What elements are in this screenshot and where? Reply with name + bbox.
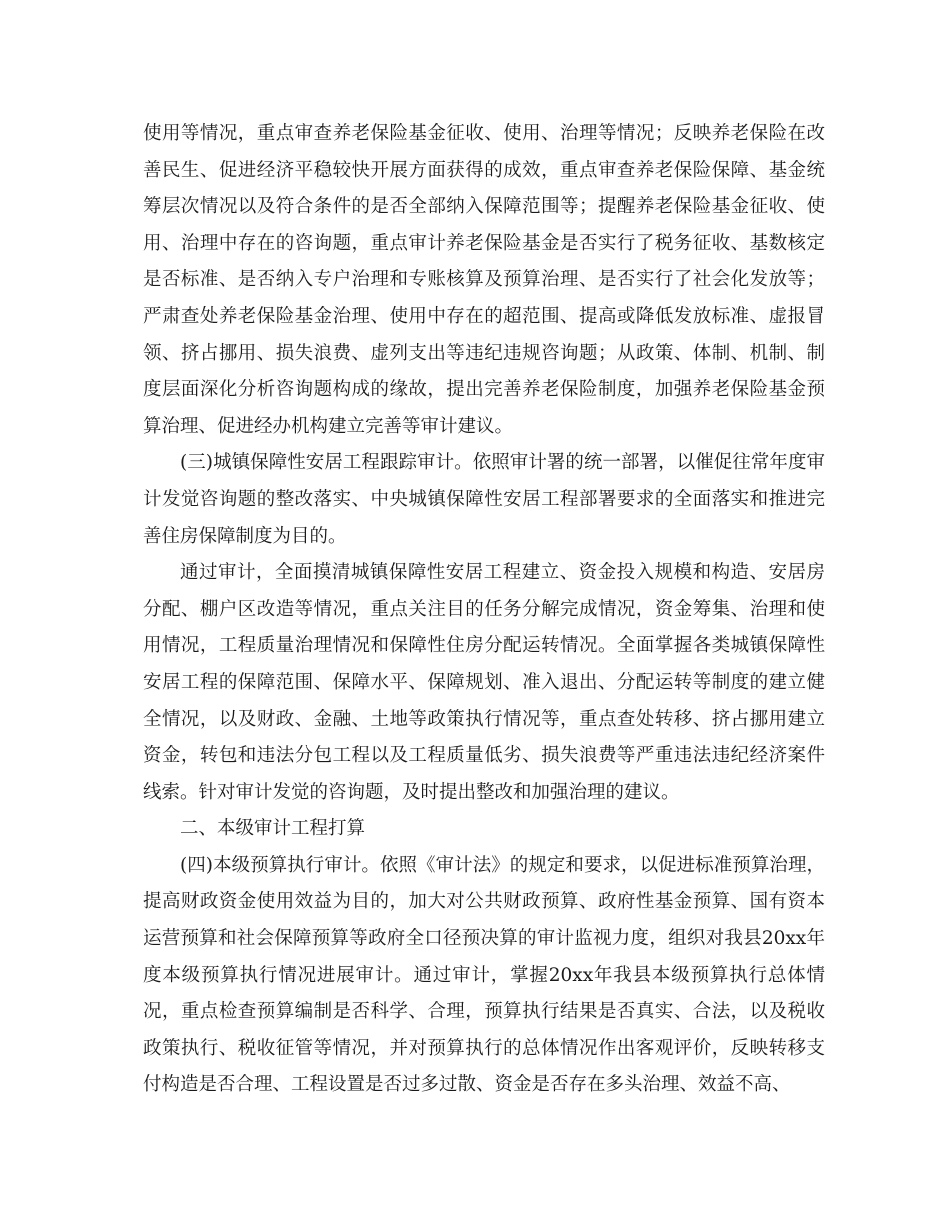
paragraph-pension-audit-continued: 使用等情况，重点审查养老保险基金征收、使用、治理等情况；反映养老保险在改善民生、促进经济平稳较快开展方面获得的成效，重点审查养老保险保障、基金统筹层次情况以及符合条件的是否全部纳入保障范围等；提醒养老保险基金征收、使用、治理中存在的咨询题，重点审计养老保险基金是否实行了税务征收、基数核定是否标准、是否纳入专户治理和专账核算及预算治理、是否实行了社会化发放等；严肃查处养老保险基金治理、使用中存在的超范围、提高或降低发放标准、虚报冒领、挤占挪用、损失浪费、虚列支出等违纪违规咨询题；从政策、体制、机制、制度层面深化分析咨询题构成的缘故，提出完善养老保险制度，加强养老保险基金预算治理、促进经办机构建立完善等审计建议。 — [143, 123, 825, 437]
paragraph-housing-audit-details: 通过审计，全面摸清城镇保障性安居工程建立、资金投入规模和构造、安居房分配、棚户区改造等情况，重点关注目的任务分解完成情况，资金筹集、治理和使用情况，工程质量治理情况和保障性住房分配运转情况。全面掌握各类城镇保障性安居工程的保障范围、保障水平、保障规划、准入退出、分配运转等制度的建立健全情况，以及财政、金融、土地等政策执行情况等，重点查处转移、挤占挪用建立资金，转包和违法分包工程以及工程质量低劣、损失浪费等严重违法违纪经济案件线索。针对审计发觉的咨询题，及时提出整改和加强治理的建议。 — [143, 562, 825, 803]
document-body — [143, 116, 825, 1104]
paragraph-budget-execution-audit: (四)本级预算执行审计。依照《审计法》的规定和要求，以促进标准预算治理，提高财政资金使用效益为目的，加大对公共财政预算、政府性基金预算、国有资本运营预算和社会保障预算等政府全口径预决算的审计监视力度，组织对我县20xx年度本级预算执行情况进展审计。通过审计，掌握20xx年我县本级预算执行总体情况，重点检查预算编制是否科学、合理，预算执行结果是否真实、合法，以及税收政策执行、税收征管等情况，并对预算执行的总体情况作出客观评价，反映转移支付构造是否合理、工程设置是否过多过散、资金是否存在多头治理、效益不高、 — [143, 854, 825, 1096]
paragraph-housing-project-audit: (三)城镇保障性安居工程跟踪审计。依照审计署的统一部署，以催促往常年度审计发觉咨询题的整改落实、中央城镇保障性安居工程部署要求的全面落实和推进完善住房保障制度为目的。 — [143, 452, 825, 547]
section-heading-local-audit-plan: 二、本级审计工程打算 — [180, 818, 366, 840]
